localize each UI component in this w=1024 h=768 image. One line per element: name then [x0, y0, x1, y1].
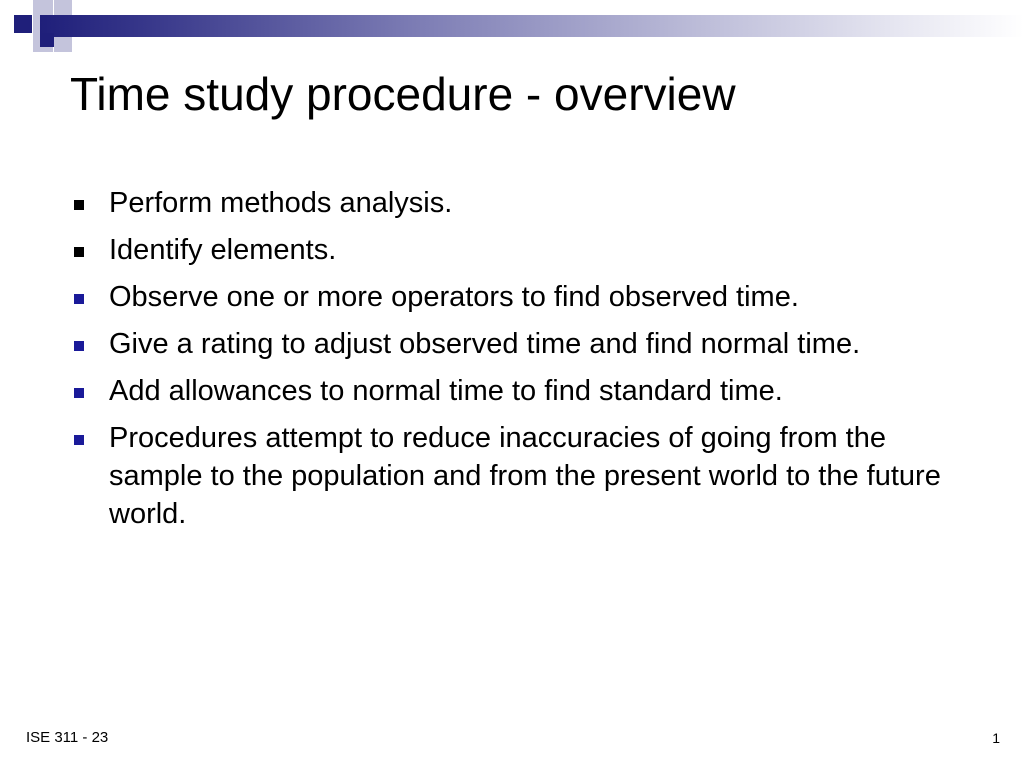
- decor-square-light: [33, 0, 53, 15]
- header-decoration: [0, 0, 1024, 60]
- bullet-text: Observe one or more operators to find observed time.: [109, 281, 799, 313]
- footer-page-number: 1: [992, 730, 1000, 746]
- bullet-item: [68, 419, 968, 533]
- bullet-text: Add allowances to normal time to find standard time.: [109, 375, 783, 407]
- square-bullet-icon: [74, 435, 84, 445]
- bullet-item: [68, 184, 968, 222]
- square-bullet-icon: [74, 341, 84, 351]
- bullet-item: [68, 231, 968, 269]
- bullet-text: Perform methods analysis.: [109, 187, 453, 219]
- bullet-text: Identify elements.: [109, 234, 337, 266]
- header-gradient-bar: [40, 15, 1024, 37]
- square-bullet-icon: [74, 247, 84, 257]
- square-bullet-icon: [74, 294, 84, 304]
- bullet-list: [68, 184, 968, 542]
- decor-square-light: [54, 0, 72, 15]
- decor-square-light: [33, 15, 40, 33]
- bullet-text: Give a rating to adjust observed time and find normal time.: [109, 328, 861, 360]
- square-bullet-icon: [74, 388, 84, 398]
- slide-title: Time study procedure - overview: [70, 68, 736, 120]
- decor-square-navy: [14, 15, 32, 33]
- square-bullet-icon: [74, 200, 84, 210]
- decor-square-navy: [40, 33, 54, 47]
- bullet-item: [68, 372, 968, 410]
- bullet-item: [68, 278, 968, 316]
- bullet-item: [68, 325, 968, 363]
- bullet-text: Procedures attempt to reduce inaccuracies of going from the sample to the population and from the present world to the future world.: [109, 422, 941, 530]
- footer-course-label: ISE 311 - 23: [26, 729, 109, 746]
